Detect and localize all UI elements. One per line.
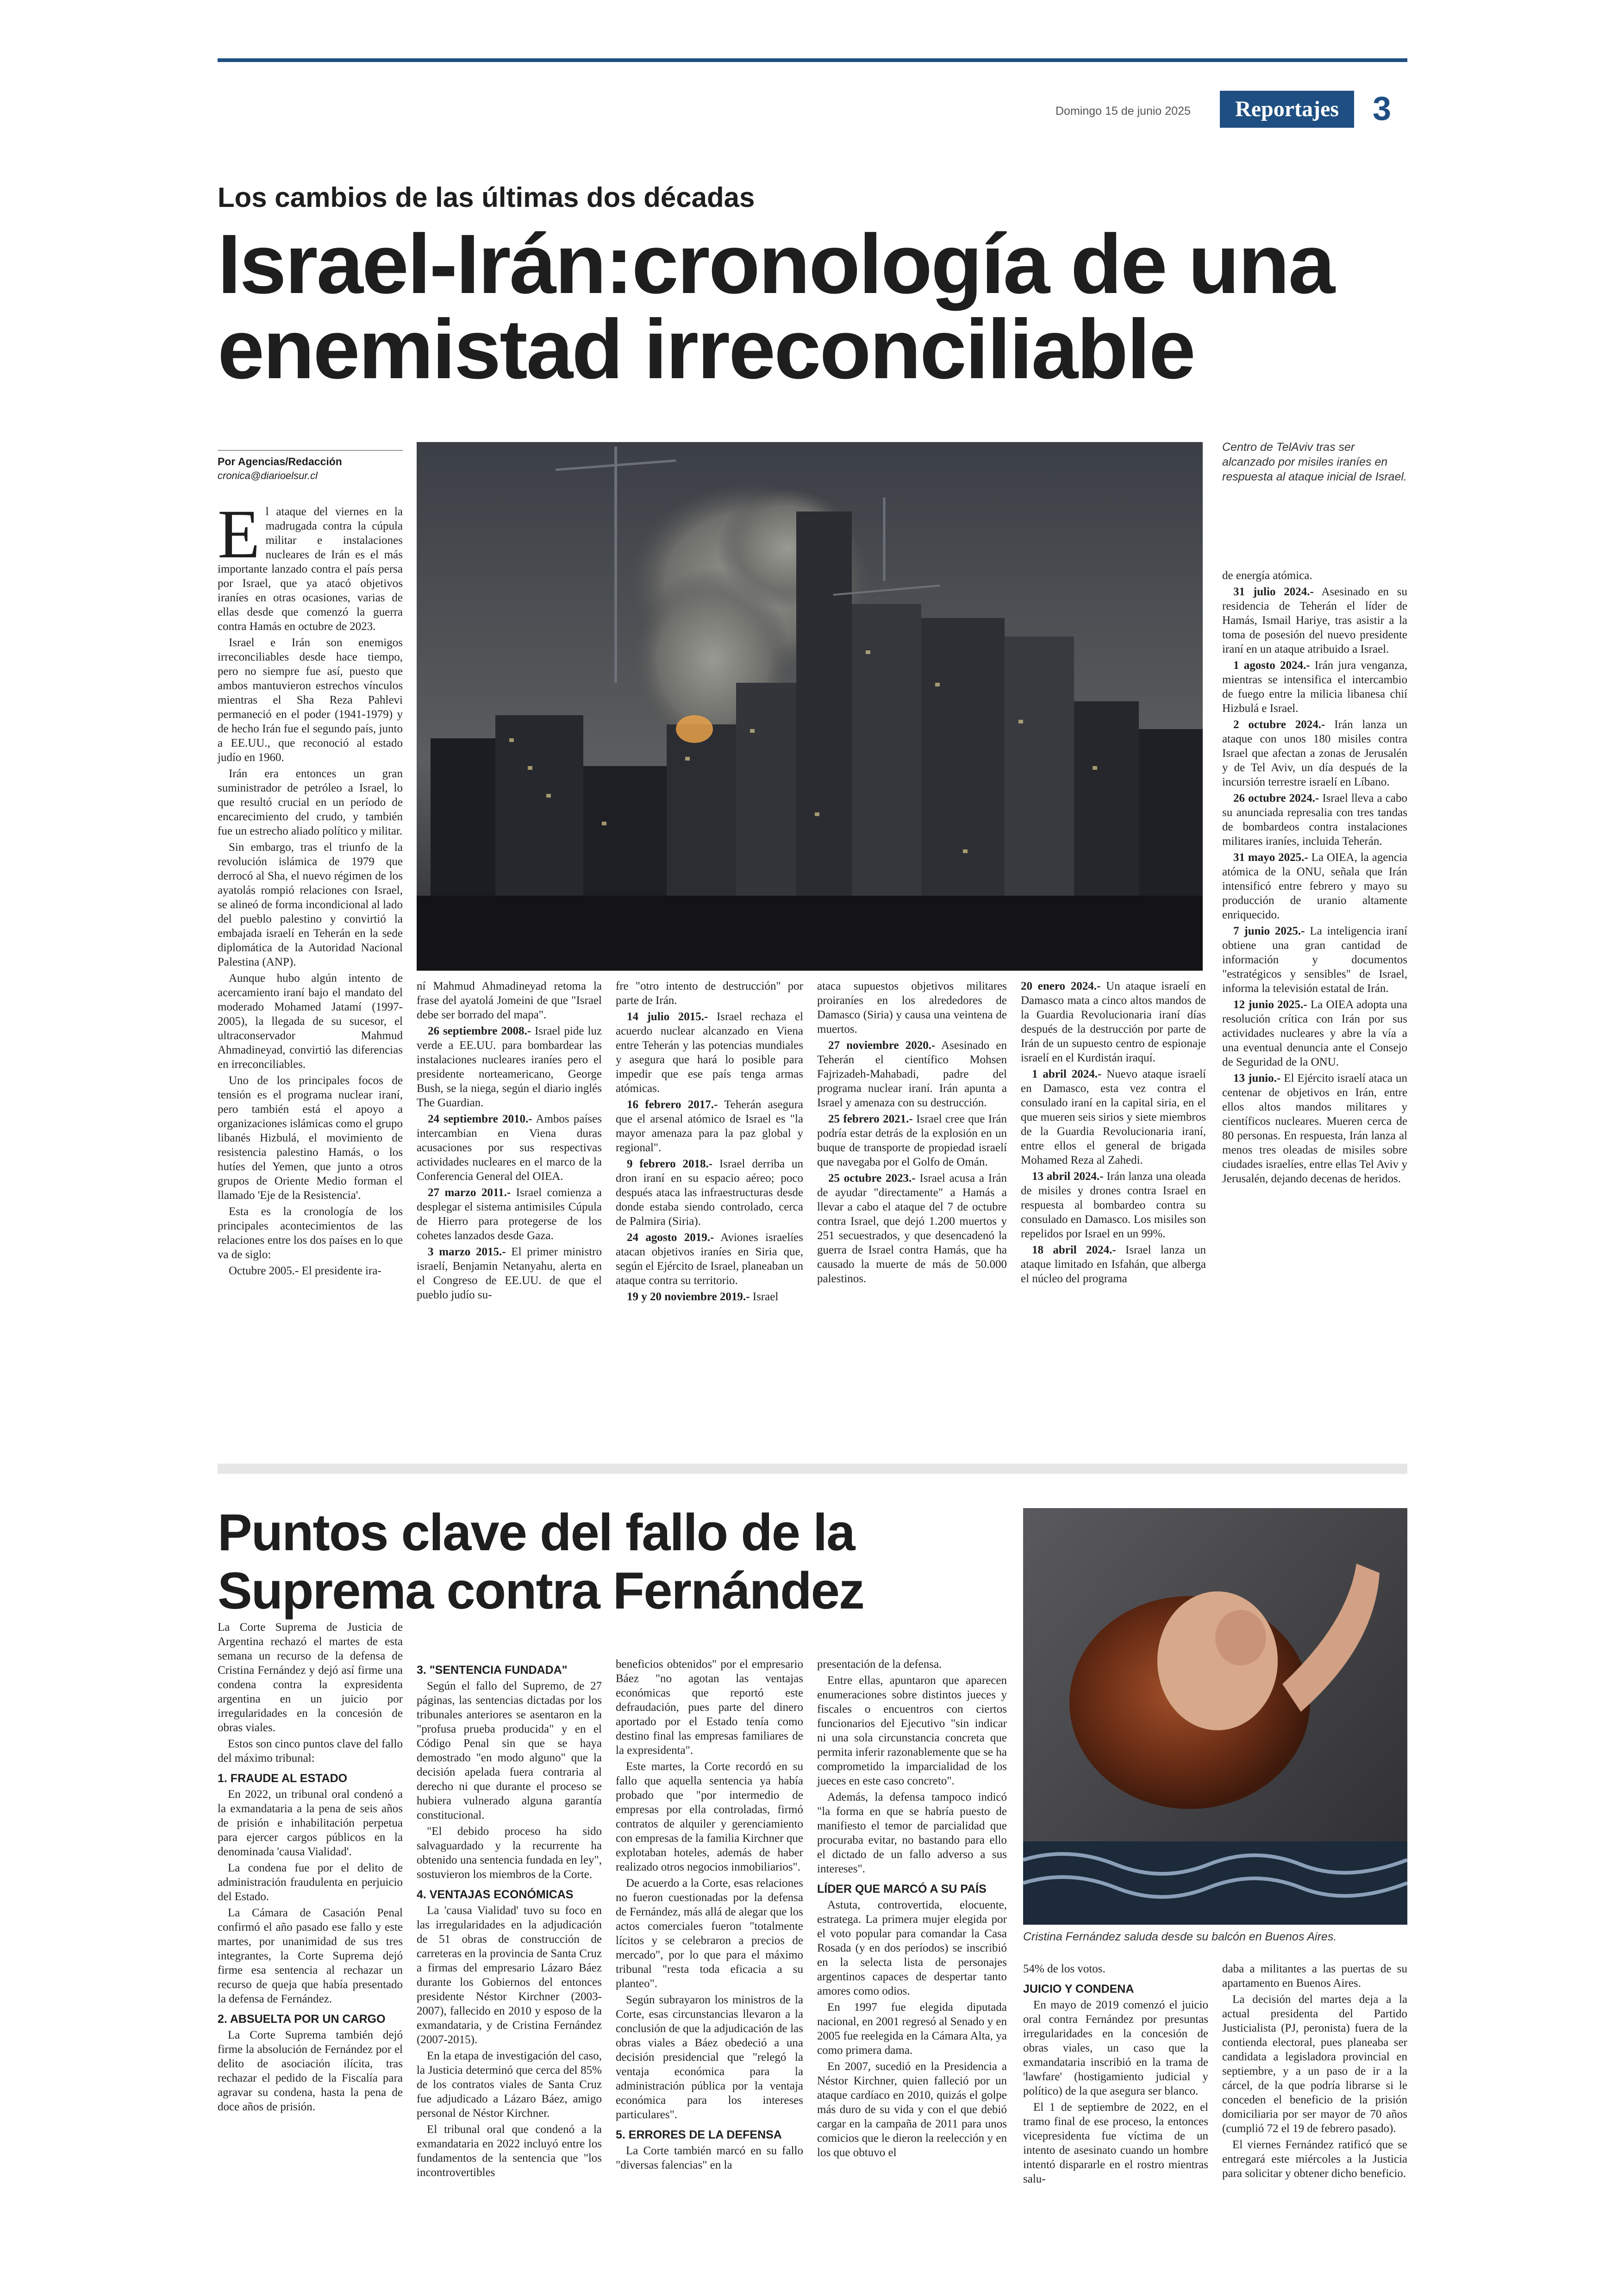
paragraph: Octubre 2005.- El presidente ira- (229, 1265, 381, 1277)
paragraph: "El debido proceso ha sido salvaguardado y la recurrente ha obtenido una sentencia fundada en ley", sostuvieron los miembros de la Corte. (417, 1825, 602, 1881)
timeline-date: 1 abril 2024.- (1032, 1068, 1102, 1080)
paragraph: La Cámara de Casación Penal confirmó el año pasado ese fallo y este martes, por unanimidad de sus tres integrantes, la Corte Suprema dejó firme esa sentencia al rechazar un recurso de queja que había presentado la defensa de Fernández. (218, 1907, 403, 2005)
page-number: 3 (1356, 83, 1407, 134)
paragraph: ní Mahmud Ahmadineyad retoma la frase del ayatolá Jomeini de que "Israel debe ser borrado del mapa". (417, 980, 602, 1021)
subhead: JUICIO Y CONDENA (1023, 1983, 1134, 1996)
paragraph: Israel e Irán son enemigos irreconciliables desde hace tiempo, pero no siempre fue así, puesto que ambos mantuvieron estrechos vínculos mientras el Sha Reza Pahlevi permaneció en el poder (1941-1979) y de hecho Irán fue el segundo país, junto a EE.UU., que reconoció al estado judío en 1960. (218, 636, 403, 764)
timeline-date: 2 octubre 2024.- (1233, 718, 1325, 731)
timeline-entry: 12 junio 2025.- La OIEA adopta una resolución crítica con Irán por sus actividades nucleares y abre la vía a una eventual denuncia ante el Consejo de Seguridad de la ONU. (1222, 998, 1407, 1068)
article1-column-4 (817, 979, 1007, 1288)
cristina-fernandez-photo (1023, 1508, 1407, 1925)
paragraph: La Corte Suprema de Justicia de Argentina rechazó el martes de esta semana un recurso de la defensa de Cristina Fernández y dejó así firme una condena contra la expresidenta argentina en un juicio por irregularidades en la concesión de obras viales. (218, 1621, 403, 1734)
paragraph: Estos son cinco puntos clave del fallo del máximo tribunal: (218, 1738, 403, 1765)
timeline-date: 27 noviembre 2020.- (828, 1039, 936, 1052)
timeline-date: 1 agosto 2024.- (1233, 659, 1310, 672)
paragraph: daba a militantes a las puertas de su apartamento en Buenos Aires. (1222, 1963, 1407, 1989)
paragraph: Entre ellas, apuntaron que aparecen enumeraciones sobre distintos jueces y fiscales o encuentros con ciertos funcionarios del Ejecutivo "sin indicar ni una sola circunstancia concreta que permita inferir razonablemente que se ha comprometido la imparcialidad de los jueces en este caso concreto". (817, 1674, 1007, 1787)
timeline-entry: 1 agosto 2024.- Irán jura venganza, mientras se intensifica el intercambio de fuego entre la milicia libanesa chií Hizbulá e Israel. (1222, 659, 1407, 715)
paragraph: fre "otro intento de destrucción" por parte de Irán. (616, 980, 803, 1007)
timeline-date: 13 abril 2024.- (1032, 1170, 1104, 1183)
paragraph: En 2007, sucedió en la Presidencia a Néstor Kirchner, quien falleció por un ataque cardíaco en 2010, quizás el golpe más duro de su vida y con el que debió cargar en la campaña de 2011 para unos comicios que le dieron la reelección y en los que obtuvo el (817, 2060, 1007, 2159)
paragraph: El tribunal oral que condenó a la exmandataria en 2022 incluyó entre los fundamentos de la sentencia que "los incontrovertibles (417, 2123, 602, 2179)
timeline-entry: 31 julio 2024.- Asesinado en su residencia de Teherán el líder de Hamás, Ismail Hariye, tras asistir a la toma de posesión del nuevo presidente iraní en un ataque atribuido a Israel. (1222, 586, 1407, 655)
paragraph: Sin embargo, tras el triunfo de la revolución islámica de 1979 que derrocó al Sha, el nuevo régimen de los ayatolás rompió relaciones con Israel, se alineó de forma incondicional al lado del pueblo palestino y convirtió la embajada israelí en Teherán en la sede diplomática de la Autoridad Nacional Palestina (ANP). (218, 841, 403, 968)
timeline-entry: 25 octubre 2023.- Israel acusa a Irán de ayudar "directamente" a Hamás a llevar a cabo el ataque del 7 de octubre contra Israel, que dejó 1.200 muertos y 251 secuestrados, y que desencadenó la guerra de Israel contra Hamás, que ha causado la muerte de más de 50.000 palestinos. (817, 1172, 1007, 1285)
timeline-entry: 24 septiembre 2010.- Ambos países intercambian en Viena duras acusaciones por sus respectivas actividades nucleares en el marco de la Conferencia General del OIEA. (417, 1113, 602, 1183)
article1-column-1 (218, 496, 403, 1280)
tel-aviv-photo (417, 442, 1203, 971)
article1-byline (218, 450, 403, 483)
timeline-entry: 24 agosto 2019.- Aviones israelíes atacan objetivos iraníes en Siria que, según el Ejército de Israel, planeaban un ataque contra su territorio. (616, 1231, 803, 1287)
paragraph: 54% de los votos. (1023, 1963, 1106, 1975)
article1-headline: Israel-Irán:cronología de una enemistad irreconciliable (218, 217, 1334, 396)
paragraph: En 1997 fue elegida diputada nacional, en 2001 regresó al Senado y en 2005 fue reelegida en la Cámara Alta, ya como primera dama. (817, 2001, 1007, 2057)
paragraph: Según el fallo del Supremo, de 27 páginas, las sentencias dictadas por los tribunales anteriores se asentaron en la "profusa prueba producida" y en el Código Penal sin que se haya demostrado "en modo alguno" que la decisión apelada fuera contraria al derecho ni que durante el proceso se hubiera vulnerado alguna garantía constitucional. (417, 1680, 602, 1821)
header-rule (218, 58, 1407, 62)
paragraph: La decisión del martes deja a la actual presidenta del Partido Justicialista (PJ, peronista) fuera de la contienda electoral, pues planeaba ser candidata a legisladora provincial en septiembre, y a un paso de ir a la cárcel, de la que podría librarse si le conceden el beneficio de la prisión domiciliaria por ser mayor de 70 años (cumplió 72 el 19 de febrero pasado). (1222, 1993, 1407, 2135)
timeline-entry: 31 mayo 2025.- La OIEA, la agencia atómica de la ONU, señala que Irán intensificó entre febrero y mayo su producción de uranio altamente enriquecido. (1222, 851, 1407, 921)
photo-caption-2: Cristina Fernández saluda desde su balcón en Buenos Aires. (1023, 1930, 1337, 1943)
article2-column-1 (218, 1620, 403, 2116)
timeline-entry: 27 marzo 2011.- Israel comienza a desplegar el sistema antimisiles Cúpula de Hierro para protegerse de los cohetes lanzados desde Gaza. (417, 1186, 602, 1242)
timeline-date: 26 septiembre 2008.- (428, 1025, 531, 1037)
paragraph: ataca supuestos objetivos militares proiraníes en los alrededores de Damasco (Siria) y causa una veintena de muertos. (817, 980, 1007, 1035)
paragraph: Irán era entonces un gran suministrador de petróleo a Israel, lo que resultó crucial en un período de encarecimiento del crudo, y también fue un estrecho aliado político y militar. (218, 767, 403, 837)
article2-column-4 (817, 1657, 1007, 2162)
timeline-date: 31 mayo 2025.- (1233, 851, 1308, 864)
timeline-entry: 26 octubre 2024.- Israel lleva a cabo su anunciada represalia con tres tandas de bombardeos contra instalaciones militares iraníes, incluida Teherán. (1222, 792, 1407, 848)
timeline-entry: 9 febrero 2018.- Israel derriba un dron iraní en su espacio aéreo; poco después ataca las infraestructuras desde donde estaba siendo controlado, cerca de Palmira (Siria). (616, 1158, 803, 1228)
timeline-entry: 16 febrero 2017.- Teherán asegura que el arsenal atómico de Israel es "la mayor amenaza para la paz global y regional". (616, 1098, 803, 1154)
paragraph: l ataque del viernes en la madrugada contra la cúpula militar e instalaciones nucleares de Irán es el más importante lanzado contra el país persa por Israel, que ya atacó objetivos iraníes en otras ocasiones, varias de ellas desde que comenzó la guerra contra Hamás en octubre de 2023. (218, 505, 403, 633)
paragraph: Este martes, la Corte recordó en su fallo que aquella sentencia ya había probado que "por intermedio de empresas por ella controladas, firmó contratos de alquiler y gerenciamiento con empresas de la familia Kirchner que explotaban hoteles, además de haber realizado otros negocios inmobiliarios". (616, 1760, 803, 1873)
timeline-entry: 19 y 20 noviembre 2019.- Israel (627, 1291, 779, 1303)
timeline-date: 16 febrero 2017.- (627, 1098, 718, 1111)
timeline-date: 12 junio 2025.- (1233, 998, 1307, 1011)
timeline-date: 14 julio 2015.- (627, 1010, 708, 1023)
paragraph: Según subrayaron los ministros de la Corte, esas circunstancias llevaron a la conclusión de que la adjudicación de las obras viales a Báez obedeció a una decisión presidencial que "relegó la ventaja económica para la administración pública por la ventaja económica para los intereses particulares". (616, 1994, 803, 2121)
paragraph: La condena fue por el delito de administración fraudulenta en perjuicio del Estado. (218, 1862, 403, 1903)
paragraph: En la etapa de investigación del caso, la Justicia determinó que cerca del 85% de los contratos viales de Santa Cruz fue adjudicado a Lázaro Báez, amigo personal de Néstor Kirchner. (417, 2050, 602, 2120)
paragraph: beneficios obtenidos" por el empresario Báez "no agotan las ventajas económicas que reportó este defraudación, pues parte del dinero aportado por el Estado tenía como destino final las empresas familiares de la expresidenta". (616, 1658, 803, 1757)
drop-cap: E (218, 496, 260, 573)
subhead: 2. ABSUELTA POR UN CARGO (218, 2013, 386, 2026)
timeline-entry: 1 abril 2024.- Nuevo ataque israelí en Damasco, esta vez contra el consulado iraní en la capital siria, en el que mueren seis sirios y siete miembros de la Guardia Revolucionaria iraní, entre ellos el general de brigada Mohamed Reza al Zahedi. (1021, 1068, 1206, 1166)
subhead: 5. ERRORES DE LA DEFENSA (616, 2128, 782, 2141)
subhead: 1. FRAUDE AL ESTADO (218, 1772, 348, 1785)
issue-date: Domingo 15 de junio 2025 (1056, 105, 1191, 118)
article1-column-5 (1021, 979, 1206, 1288)
timeline-date: 25 febrero 2021.- (828, 1113, 913, 1125)
photo-caption: Centro de TelAviv tras ser alcanzado por misiles iraníes en respuesta al ataque inicial de Israel. (1222, 441, 1407, 483)
paragraph: El viernes Fernández ratificó que se entregará este miércoles a la Justicia para solicitar y obtener dicho beneficio. (1222, 2139, 1407, 2180)
paragraph: presentación de la defensa. (817, 1658, 942, 1671)
timeline-date: 24 septiembre 2010.- (428, 1113, 532, 1125)
paragraph: Uno de los principales focos de tensión es el programa nuclear iraní, pero también está el apoyo a organizaciones islámicas como el grupo libanés Hizbulá, el movimiento de resistencia palestino Hamás, o los hutíes del Yemen, que junto a otros grupos de Oriente Medio forman el llamado 'Eje de la Resistencia'. (218, 1074, 403, 1202)
timeline-date: 24 agosto 2019.- (627, 1231, 714, 1244)
timeline-entry: 13 abril 2024.- Irán lanza una oleada de misiles y drones contra Israel en respuesta al bombardeo contra su consulado en Damasco. Los misiles son repelidos por Israel en un 99%. (1021, 1170, 1206, 1240)
subhead: 3. "SENTENCIA FUNDADA" (417, 1664, 568, 1677)
subhead: LÍDER QUE MARCÓ A SU PAÍS (817, 1883, 987, 1896)
paragraph: La Corte Suprema también dejó firme la absolución de Fernández por el delito de asociación ilícita, tras rechazar el pedido de la Fiscalía para agravar su condena, hasta la pena de doce años de prisión. (218, 2029, 403, 2113)
timeline-entry: 13 junio.- El Ejército israelí ataca un centenar de objetivos en Irán, entre ellos altos mandos militares y científicos nucleares. Mueren cerca de 80 personas. En respuesta, Irán lanza al menos tres oleadas de misiles sobre ciudades israelíes, entre ellas Tel Aviv y Jerusalén, dejando decenas de heridos. (1222, 1072, 1407, 1185)
timeline-entry: 20 enero 2024.- Un ataque israelí en Damasco mata a cinco altos mandos de la Guardia Revolucionaria iraní días después de la destrucción por parte de Irán de un supuesto centro de espionaje israelí en el Kurdistán iraquí. (1021, 980, 1206, 1064)
timeline-entry: 3 marzo 2015.- El primer ministro israelí, Benjamin Netanyahu, alerta en el Congreso de EE.UU. de que el pueblo judío su- (417, 1246, 602, 1301)
paragraph: Aunque hubo algún intento de acercamiento iraní bajo el mandato del moderado Mohamed Jatamí (1997-2005), la llegada de su sucesor, el ultraconservador Mahmud Ahmadineyad, convirtió las diferencias en irreconciliables. (218, 972, 403, 1071)
article1-column-6 (1222, 568, 1407, 1188)
timeline-date: 9 febrero 2018.- (627, 1158, 713, 1170)
paragraph: La Corte también marcó en su fallo "diversas falencias" en la (616, 2145, 803, 2171)
paragraph: La 'causa Vialidad' tuvo su foco en las irregularidades en la adjudicación de 51 obras de construcción de carreteras en la provincia de Santa Cruz a firmas del empresario Lázaro Báez durante los Gobiernos del entonces presidente Néstor Kirchner (2003-2007), fallecido en 2010 y esposo de la exmandataria, y de Cristina Fernández (2007-2015). (417, 1904, 602, 2046)
timeline-entry: 25 febrero 2021.- Israel cree que Irán podría estar detrás de la explosión en un buque de transporte de propiedad israelí que navegaba por el Golfo de Omán. (817, 1113, 1007, 1168)
timeline-date: 18 abril 2024.- (1032, 1244, 1116, 1256)
article2-column-6 (1222, 1962, 1407, 2183)
article2-headline: Puntos clave del fallo de la Suprema contra Fernández (218, 1503, 864, 1620)
paragraph: de energía atómica. (1222, 569, 1312, 582)
section-divider (218, 1464, 1407, 1474)
timeline-date: 19 y 20 noviembre 2019.- (627, 1291, 750, 1303)
timeline-date: 26 octubre 2024.- (1233, 792, 1319, 804)
article1-column-2 (417, 979, 602, 1304)
timeline-entry: 14 julio 2015.- Israel rechaza el acuerdo nuclear alcanzado en Viena entre Teherán y las potencias mundiales y asegura que hará lo posible para impedir que ese país tenga armas atómicas. (616, 1010, 803, 1095)
paragraph: De acuerdo a la Corte, esas relaciones no fueron cuestionadas por la defensa de Fernández, más allá de alegar que los actos comerciales fueron "totalmente lícitos y se celebraron a precios de mercado", por lo que para el máximo tribunal "resta toda eficacia a su planteo". (616, 1877, 803, 1990)
timeline-date: 13 junio.- (1233, 1072, 1281, 1085)
section-label: Reportajes (1220, 91, 1354, 128)
timeline-date: 25 octubre 2023.- (828, 1172, 916, 1185)
timeline-date: 3 marzo 2015.- (428, 1246, 506, 1258)
timeline-entry: 27 noviembre 2020.- Asesinado en Teherán el científico Mohsen Fajrizadeh-Mahabadi, padre del programa nuclear iraní. Irán apunta a Israel y amenaza con su destrucción. (817, 1039, 1007, 1109)
paragraph: Esta es la cronología de los principales acontecimientos de las relaciones entre los dos países en lo que va de siglo: (218, 1205, 403, 1261)
article2-column-3 (616, 1657, 803, 2174)
paragraph: Astuta, controvertida, elocuente, estratega. La primera mujer elegida por el voto popular para comandar la Casa Rosada (y en dos períodos) se inscribió en la selecta lista de personajes argentinos capaces de despertar tanto amores como odios. (817, 1899, 1007, 1997)
paragraph: Además, la defensa tampoco indicó "la forma en que se habría puesto de manifiesto el temor de parcialidad que procuraba evitar, no bastando para ello el dictado de un fallo adverso a sus intereses". (817, 1791, 1007, 1875)
byline-email: cronica@diarioelsur.cl (218, 470, 318, 481)
article2-column-2 (417, 1657, 602, 2182)
article1-column-3 (616, 979, 803, 1306)
paragraph: El 1 de septiembre de 2022, en el tramo final de ese proceso, la entonces vicepresidenta fue víctima de un intento de asesinato cuando un hombre intentó dispararle en el rostro mientras salu- (1023, 2101, 1208, 2185)
timeline-entry: 2 octubre 2024.- Irán lanza un ataque con unos 180 misiles contra Israel que afectan a zonas de Jerusalén y de Tel Aviv, un día después de la incursión terrestre israelí en Líbano. (1222, 718, 1408, 788)
timeline-date: 31 julio 2024.- (1233, 586, 1314, 598)
timeline-date: 7 junio 2025.- (1233, 925, 1305, 937)
timeline-date: 20 enero 2024.- (1021, 980, 1101, 992)
timeline-date: 27 marzo 2011.- (428, 1186, 511, 1199)
byline-author: Por Agencias/Redacción (218, 455, 342, 468)
article2-column-5 (1023, 1962, 1208, 2188)
timeline-entry: 18 abril 2024.- Israel lanza un ataque limitado en Isfahán, que alberga el núcleo del programa (1021, 1244, 1206, 1285)
timeline-entry: 26 septiembre 2008.- Israel pide luz verde a EE.UU. para bombardear las instalaciones nucleares iraníes pero el presidente norteamericano, George Bush, se la niega, según el diario inglés The Guardian. (417, 1025, 602, 1109)
article1-kicker: Los cambios de las últimas dos décadas (218, 182, 755, 213)
paragraph: En mayo de 2019 comenzó el juicio oral contra Fernández por presuntas irregularidades en la concesión de obras viales, un caso que la exmandataria inscribió en la trama de 'lawfare' (hostigamiento judicial y político) de la que asegura ser blanco. (1023, 1999, 1208, 2097)
subhead: 4. VENTAJAS ECONÓMICAS (417, 1888, 574, 1901)
timeline-entry: 7 junio 2025.- La inteligencia iraní obtiene una gran cantidad de información y documentos "estratégicos y sensibles" de Israel, informa la televisión estatal de Irán. (1222, 925, 1408, 995)
paragraph: En 2022, un tribunal oral condenó a la exmandataria a la pena de seis años de prisión e inhabilitación perpetua para ejercer cargos públicos en la denominada 'causa Vialidad'. (218, 1788, 403, 1858)
